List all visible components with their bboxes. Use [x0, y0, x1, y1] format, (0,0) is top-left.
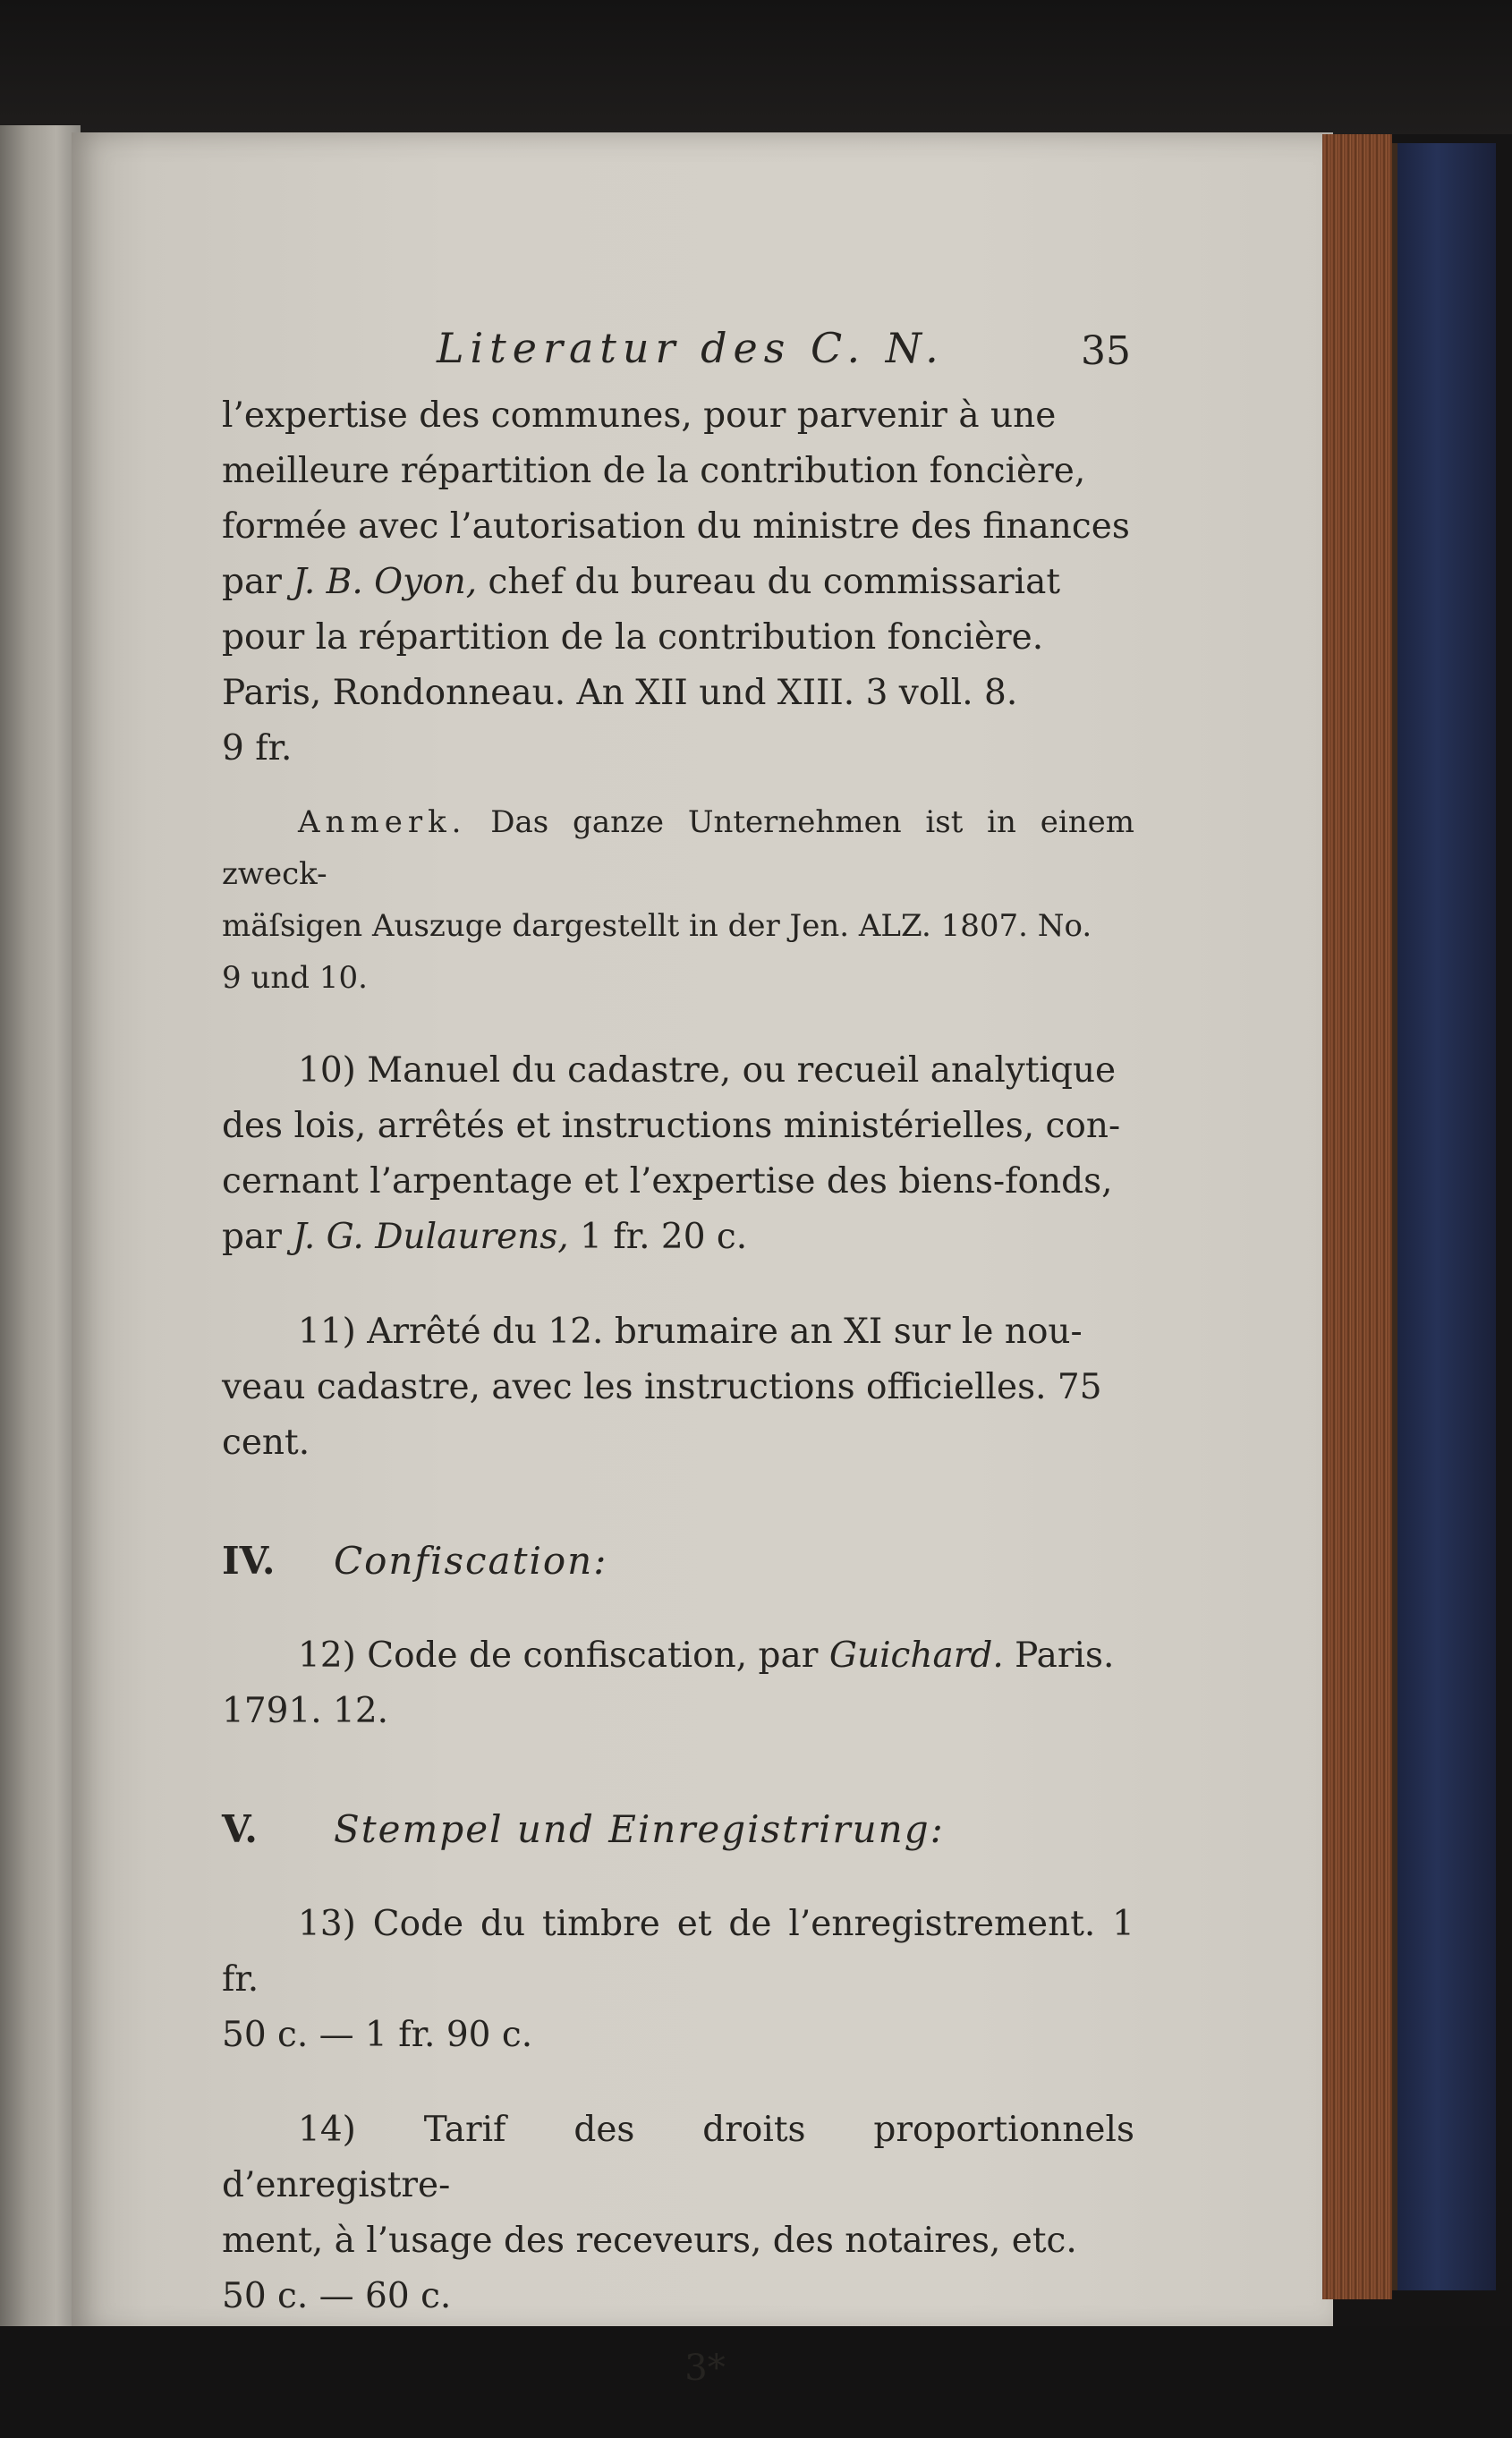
text-line: 10) Manuel du cadastre, ou recueil analytique — [298, 1050, 1117, 1091]
text-line: 50 c. — 60 c. — [222, 2276, 452, 2316]
printer-signature-mark: 3* — [684, 2348, 726, 2389]
text-line: par J. G. Dulaurens, 1 fr. 20 c. — [222, 1217, 748, 1257]
running-head: Literatur des C. N. — [437, 324, 945, 372]
author-name: J. B. Oyon, — [293, 562, 478, 602]
author-name: Guichard. — [828, 1635, 1004, 1676]
text-line: veau cadastre, avec les instructions officielles. 75 — [222, 1367, 1102, 1407]
text-line: mäſsigen Auszuge dargestellt in der Jen. ALZ. 1807. No. — [222, 908, 1092, 944]
page-header — [222, 322, 1134, 385]
section-title: Stempel und Einregistrirung: — [334, 1807, 945, 1851]
paragraph-continuation — [222, 388, 1134, 777]
entry-14 — [222, 2102, 1134, 2324]
text-line: Anmerk. Das ganze Unternehmen ist in einem zweck- — [222, 804, 1134, 892]
entry-13 — [222, 1897, 1134, 2063]
text-line: Paris, Rondonneau. An XII und XIII. 3 voll. 8. — [222, 673, 1018, 713]
text-line: meilleure répartition de la contribution foncière, — [222, 451, 1086, 491]
section-number: V. — [222, 1807, 258, 1851]
text-line: formée avec l’autorisation du ministre des finances — [222, 506, 1130, 547]
page-text — [222, 322, 1134, 2396]
remark-label: Anmerk. — [298, 804, 467, 840]
text-line: 11) Arrêté du 12. brumaire an XI sur le nou- — [298, 1312, 1083, 1352]
book-cover — [1392, 143, 1496, 2290]
section-title: Confiscation: — [334, 1539, 608, 1583]
text-line: par J. B. Oyon, chef du bureau du commissariat — [222, 562, 1061, 602]
background-top — [0, 0, 1512, 134]
text-line: ment, à l’usage des receveurs, des notaires, etc. — [222, 2221, 1077, 2261]
text-line: 50 c. — 1 fr. 90 c. — [222, 2015, 533, 2055]
text-line: 1791. 12. — [222, 1691, 389, 1731]
entry-12 — [222, 1628, 1134, 1739]
text-line: l’expertise des communes, pour parvenir à une — [222, 395, 1057, 436]
text-line: 9 fr. — [222, 728, 293, 769]
text-line: 13) Code du timbre et de l’enregistrement. 1 fr. — [222, 1904, 1134, 2000]
author-name: J. G. Dulaurens, — [293, 1217, 569, 1257]
page-fore-edge — [1322, 134, 1392, 2299]
text-line: pour la répartition de la contribution foncière. — [222, 617, 1044, 658]
section-number: IV. — [222, 1539, 276, 1583]
text-line: cernant l’arpentage et l’expertise des biens-fonds, — [222, 1161, 1113, 1202]
text-line: 14) Tarif des droits proportionnels d’enregistre- — [222, 2110, 1134, 2205]
entry-10 — [222, 1043, 1134, 1265]
text-line: 12) Code de confiscation, par Guichard. Paris. — [298, 1635, 1115, 1676]
text-line: 9 und 10. — [222, 960, 368, 996]
text-line: des lois, arrêtés et instructions ministérielles, con- — [222, 1106, 1121, 1146]
footnote-remark — [222, 796, 1134, 1004]
text-line: cent. — [222, 1423, 310, 1463]
left-page-edge — [0, 125, 81, 2335]
section-heading-iv — [222, 1533, 1134, 1589]
entry-11 — [222, 1304, 1134, 1471]
page-number: 35 — [1081, 328, 1131, 374]
section-heading-v — [222, 1802, 1134, 1857]
